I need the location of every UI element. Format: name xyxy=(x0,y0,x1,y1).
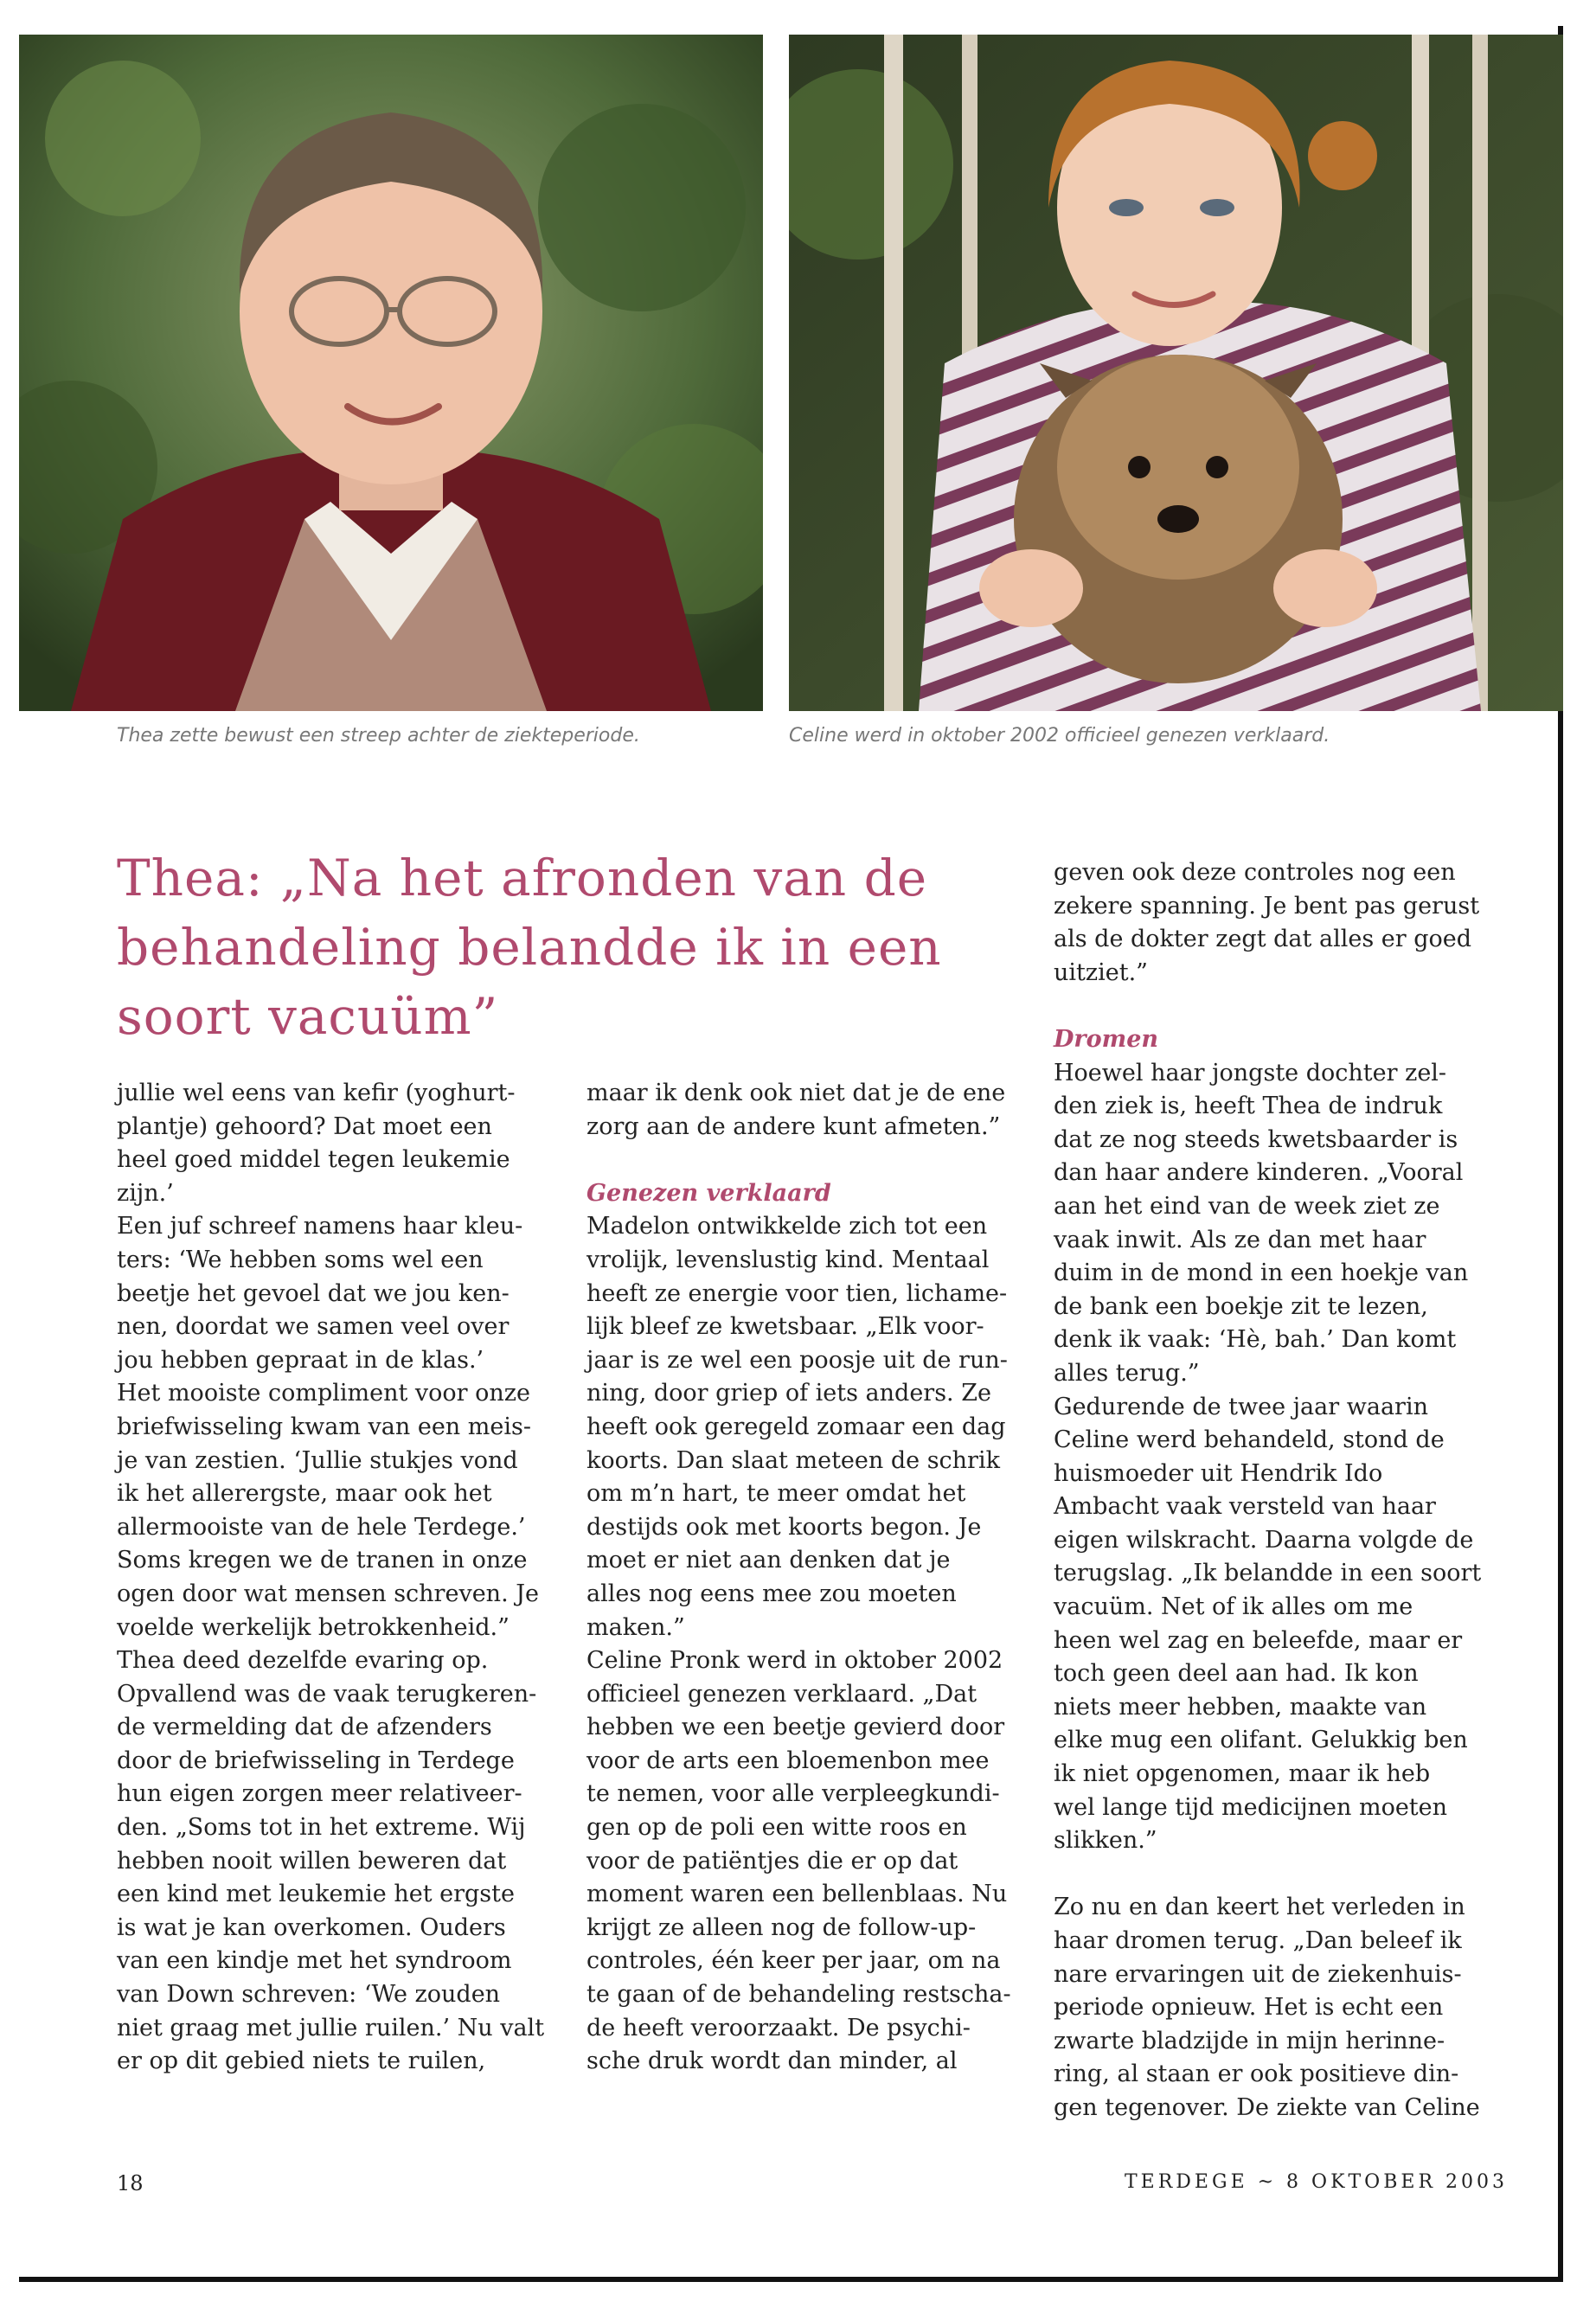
text-line: moet er niet aan denken dat je xyxy=(586,1547,951,1574)
text-line: Celine werd behandeld, stond de xyxy=(1054,1426,1445,1454)
text-line: heeft ook geregeld zomaar een dag xyxy=(586,1413,1006,1440)
text-line: als de dokter zegt dat alles er goed xyxy=(1054,926,1472,953)
text-line: Thea deed dezelfde evaring op. xyxy=(117,1647,489,1675)
text-line: slikken.” xyxy=(1054,1827,1157,1855)
text-line: Celine Pronk werd in oktober 2002 xyxy=(586,1647,1003,1675)
text-line: is wat je kan overkomen. Ouders xyxy=(117,1913,506,1941)
text-line: je van zestien. ‘Jullie stukjes vond xyxy=(117,1446,518,1474)
text-line: Opvallend was de vaak terugkeren- xyxy=(117,1680,537,1708)
text-line: aan het eind van de week ziet ze xyxy=(1054,1192,1440,1220)
text-line: ik niet opgenomen, maar ik heb xyxy=(1054,1760,1431,1788)
text-line: de heeft veroorzaakt. De psychi- xyxy=(586,2014,971,2041)
text-line: maken.” xyxy=(586,1613,685,1641)
text-line: allermooiste van de hele Terdege.’ xyxy=(117,1513,526,1541)
text-line: van een kindje met het syndroom xyxy=(117,1947,512,1975)
column-3-body xyxy=(1054,1057,1503,1858)
text-line: Ambacht vaak versteld van haar xyxy=(1054,1493,1436,1521)
text-line: periode opnieuw. Het is echt een xyxy=(1054,1994,1444,2022)
text-line: sche druk wordt dan minder, al xyxy=(586,2048,958,2075)
text-line: om m’n hart, te meer omdat het xyxy=(586,1480,966,1508)
column-3-body-2 xyxy=(1054,1891,1503,2125)
text-line: vacuüm. Net of ik alles om me xyxy=(1054,1593,1413,1621)
text-line: lijk bleef ze kwetsbaar. „Elk voor- xyxy=(586,1313,984,1341)
text-line: Een juf schreef namens haar kleu- xyxy=(117,1213,523,1240)
text-line: te nemen, voor alle verpleegkundi- xyxy=(586,1780,1000,1808)
text-line: plantje) gehoord? Dat moet een xyxy=(117,1112,492,1140)
text-line: gen op de poli een witte roos en xyxy=(586,1814,967,1842)
text-line: ring, al staan er ook positieve din- xyxy=(1054,2061,1459,2088)
text-line: maar ik denk ook niet dat je de ene xyxy=(586,1080,1006,1106)
text-line: toch geen deel aan had. Ik kon xyxy=(1054,1660,1419,1688)
text-line: zwarte bladzijde in mijn herinne- xyxy=(1054,2027,1445,2054)
text-line: den ziek is, heeft Thea de indruk xyxy=(1054,1093,1443,1120)
text-line: ik het allerergste, maar ook het xyxy=(117,1480,492,1508)
column-2-intro xyxy=(586,1077,1036,1144)
text-line: Madelon ontwikkelde zich tot een xyxy=(586,1213,988,1240)
text-line: zekere spanning. Je bent pas gerust xyxy=(1054,892,1480,920)
text-line: krijgt ze alleen nog de follow-up- xyxy=(586,1913,977,1941)
headline-line: Thea: „Na het afronden van de xyxy=(117,849,928,907)
text-line: moment waren een bellenblaas. Nu xyxy=(586,1881,1008,1908)
text-line: ters: ‘We hebben soms wel een xyxy=(117,1246,484,1273)
text-line: niets meer hebben, maakte van xyxy=(1054,1693,1427,1721)
text-line: geven ook deze controles nog een xyxy=(1054,859,1456,886)
text-line: van Down schreven: ‘We zouden xyxy=(117,1981,501,2009)
text-line: nen, doordat we samen veel over xyxy=(117,1313,510,1341)
subhead-genezen-verklaard: Genezen verklaard xyxy=(586,1179,831,1207)
text-line: destijds ook met koorts begon. Je xyxy=(586,1513,982,1541)
text-line: koorts. Dan slaat meteen de schrik xyxy=(586,1446,1000,1474)
text-line: ogen door wat mensen schreven. Je xyxy=(117,1580,540,1607)
text-line: hebben we een beetje gevierd door xyxy=(586,1714,1005,1741)
text-line: Hoewel haar jongste dochter zel- xyxy=(1054,1059,1447,1086)
text-line: ning, door griep of iets anders. Ze xyxy=(586,1380,991,1407)
text-line: jullie wel eens van kefir (yoghurt- xyxy=(117,1080,516,1106)
text-line: hebben nooit willen beweren dat xyxy=(117,1847,507,1875)
column-1 xyxy=(117,1077,567,2079)
text-line: vrolijk, levenslustig kind. Mentaal xyxy=(586,1246,990,1273)
caption-celine: Celine werd in oktober 2002 officieel genezen verklaard. xyxy=(789,725,1330,747)
text-line: heeft ze energie voor tien, lichame- xyxy=(586,1279,1008,1307)
subhead-dromen: Dromen xyxy=(1054,1025,1159,1053)
text-line: dan haar andere kinderen. „Vooral xyxy=(1054,1159,1464,1187)
text-line: voelde werkelijk betrokkenheid.” xyxy=(117,1613,510,1641)
text-line: heen wel zag en beleefde, maar er xyxy=(1054,1626,1463,1654)
text-line: niet graag met jullie ruilen.’ Nu valt xyxy=(117,2014,545,2041)
text-line: controles, één keer per jaar, om na xyxy=(586,1947,1001,1975)
text-line: alles terug.” xyxy=(1054,1359,1200,1387)
text-line: hun eigen zorgen meer relativeer- xyxy=(117,1780,522,1808)
photo-thea xyxy=(19,35,763,711)
text-line: Gedurende de twee jaar waarin xyxy=(1054,1393,1428,1420)
text-line: terugslag. „Ik belandde in een soort xyxy=(1054,1560,1482,1587)
headline-line: soort vacuüm” xyxy=(117,987,499,1046)
caption-thea: Thea zette bewust een streep achter de ziekteperiode. xyxy=(117,725,640,747)
text-line: gen tegenover. De ziekte van Celine xyxy=(1054,2093,1480,2121)
column-2-body xyxy=(586,1210,1036,2078)
column-3-intro xyxy=(1054,856,1503,990)
text-line: jou hebben gepraat in de klas.’ xyxy=(117,1346,484,1374)
text-line: eigen wilskracht. Daarna volgde de xyxy=(1054,1526,1474,1554)
thea-portrait-image xyxy=(19,35,763,711)
text-line: den. „Soms tot in het extreme. Wij xyxy=(117,1814,526,1842)
text-line: de bank een boekje zit te lezen, xyxy=(1054,1292,1428,1320)
text-line: briefwisseling kwam van een meis- xyxy=(117,1413,531,1440)
text-line: voor de arts een bloemenbon mee xyxy=(586,1747,990,1774)
text-line: er op dit gebied niets te ruilen, xyxy=(117,2048,486,2075)
text-line: voor de patiëntjes die er op dat xyxy=(586,1847,958,1875)
column-3 xyxy=(1054,856,1503,2125)
text-line: dat ze nog steeds kwetsbaarder is xyxy=(1054,1125,1458,1153)
text-line: door de briefwisseling in Terdege xyxy=(117,1747,515,1774)
column-2 xyxy=(586,1077,1036,2079)
celine-dog-image xyxy=(789,35,1563,711)
headline-line: behandeling belandde ik in een xyxy=(117,918,942,977)
text-line: vaak inwit. Als ze dan met haar xyxy=(1054,1226,1426,1253)
text-line: beetje het gevoel dat we jou ken- xyxy=(117,1279,510,1307)
text-line: nare ervaringen uit de ziekenhuis- xyxy=(1054,1960,1462,1988)
text-line: wel lange tijd medicijnen moeten xyxy=(1054,1793,1448,1821)
text-line: alles nog eens mee zou moeten xyxy=(586,1580,957,1607)
text-line: officieel genezen verklaard. „Dat xyxy=(586,1680,977,1708)
text-line: uitziet.” xyxy=(1054,958,1148,986)
text-line: zijn.’ xyxy=(117,1179,174,1207)
text-line: te gaan of de behandeling restscha- xyxy=(586,1981,1011,2009)
headline xyxy=(117,843,982,1051)
text-line: denk ik vaak: ‘Hè, bah.’ Dan komt xyxy=(1054,1326,1457,1354)
text-line: zorg aan de andere kunt afmeten.” xyxy=(586,1112,1001,1140)
text-line: elke mug een olifant. Gelukkig ben xyxy=(1054,1727,1468,1754)
text-line: jaar is ze wel een poosje uit de run- xyxy=(586,1346,1008,1374)
publication-footer: TERDEGE ~ 8 OKTOBER 2003 xyxy=(1125,2171,1508,2193)
text-line: Zo nu en dan keert het verleden in xyxy=(1054,1894,1465,1921)
page-number: 18 xyxy=(117,2171,144,2195)
text-line: Soms kregen we de tranen in onze xyxy=(117,1547,528,1574)
text-line: Het mooiste compliment voor onze xyxy=(117,1380,531,1407)
text-line: een kind met leukemie het ergste xyxy=(117,1881,515,1908)
text-line: duim in de mond in een hoekje van xyxy=(1054,1259,1469,1287)
text-line: de vermelding dat de afzenders xyxy=(117,1714,492,1741)
text-line: haar dromen terug. „Dan beleef ik xyxy=(1054,1927,1462,1954)
text-line: huismoeder uit Hendrik Ido xyxy=(1054,1459,1383,1487)
photo-celine xyxy=(789,35,1563,711)
text-line: heel goed middel tegen leukemie xyxy=(117,1146,510,1174)
